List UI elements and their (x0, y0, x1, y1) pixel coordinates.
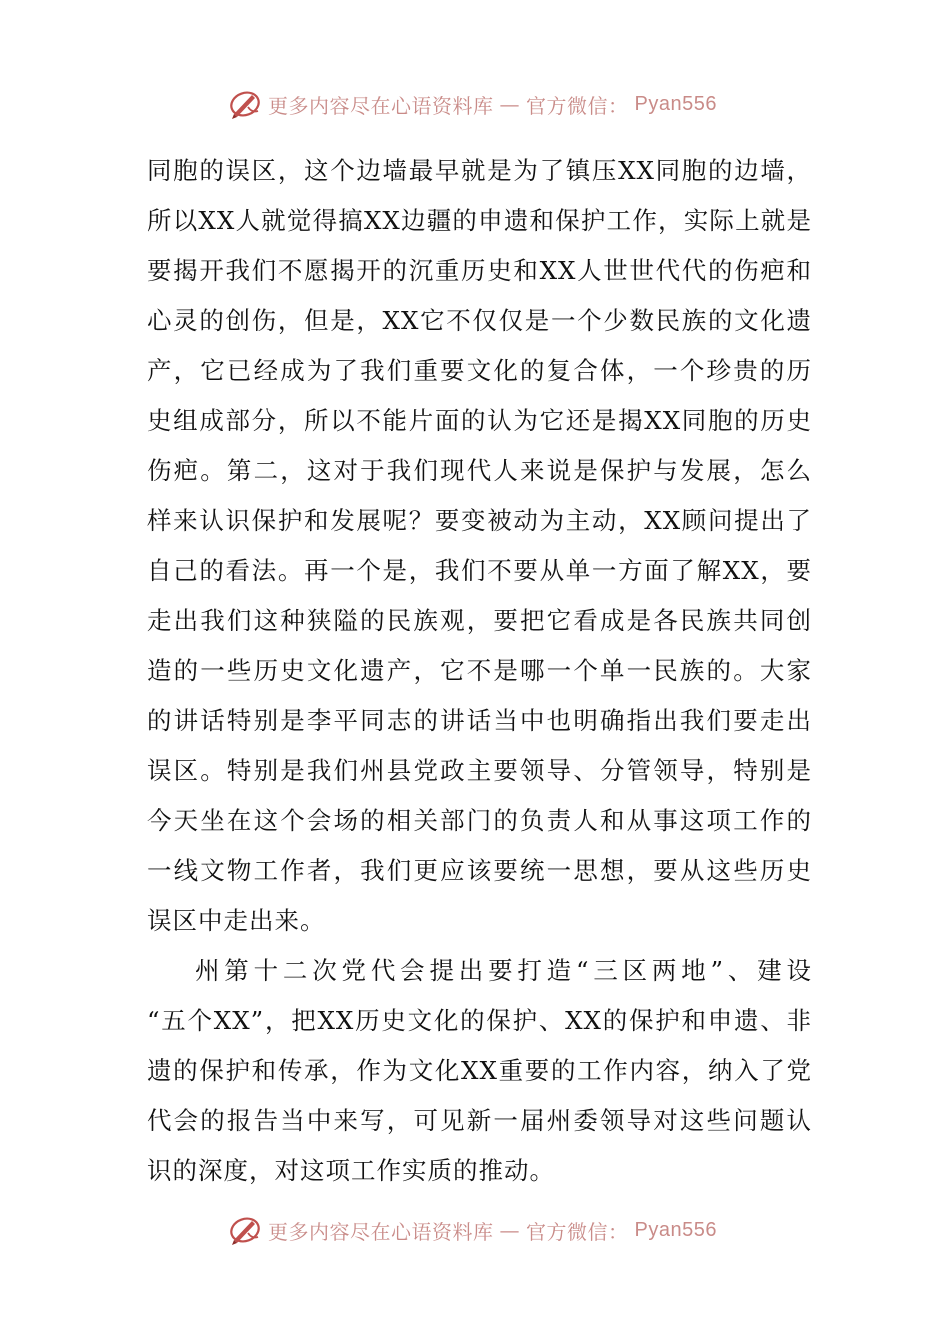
text-line: 误区中走出来。 (147, 906, 326, 935)
text-line: 产，它已经成为了我们重要文化的复合体，一个珍贵的历 (147, 356, 812, 385)
text-line: 造的一些历史文化遗产，它不是哪一个单一民族的。大家 (147, 656, 812, 685)
paragraph-1 (147, 146, 812, 946)
text-line: 走出我们这种狭隘的民族观，要把它看成是各民族共同创 (147, 606, 812, 635)
text-line: 样来认识保护和发展呢？要变被动为主动，XX顾问提出了 (147, 506, 812, 535)
text-line: 识的深度，对这项工作实质的推动。 (147, 1156, 555, 1185)
paragraph-2 (147, 946, 812, 1196)
banner-wechat-id: Pyan556 (634, 1218, 717, 1241)
banner-wechat-label: 官方微信： (526, 1219, 629, 1244)
banner-wechat-label: 官方微信： (526, 93, 629, 118)
header-banner (228, 84, 748, 124)
text-line: 伤疤。第二，这对于我们现代人来说是保护与发展，怎么 (147, 456, 812, 485)
text-line: 要揭开我们不愿揭开的沉重历史和XX人世世代代的伤疤和 (147, 256, 812, 285)
banner-main-text: 更多内容尽在心语资料库 (268, 1219, 494, 1244)
text-line: 同胞的误区，这个边墙最早就是为了镇压XX同胞的边墙， (147, 156, 812, 185)
text-line: 代会的报告当中来写，可见新一届州委领导对这些问题认 (147, 1106, 812, 1135)
text-line: 今天坐在这个会场的相关部门的负责人和从事这项工作的 (147, 806, 812, 835)
banner-dash: — (499, 92, 520, 116)
text-line: 的讲话特别是李平同志的讲话当中也明确指出我们要走出 (147, 706, 812, 735)
banner-wechat-id: Pyan556 (634, 92, 717, 115)
banner-main-text: 更多内容尽在心语资料库 (268, 93, 494, 118)
text-line: 州第十二次党代会提出要打造“三区两地”、建设 (195, 956, 812, 985)
pen-swirl-icon (228, 1213, 262, 1247)
text-line: 自己的看法。再一个是，我们不要从单一方面了解XX，要 (147, 556, 812, 585)
text-line: 所以XX人就觉得搞XX边疆的申遗和保护工作，实际上就是 (147, 206, 812, 235)
text-line: 一线文物工作者，我们更应该要统一思想，要从这些历史 (147, 856, 812, 885)
text-line: 心灵的创伤，但是，XX它不仅仅是一个少数民族的文化遗 (147, 306, 812, 335)
pen-swirl-icon (228, 87, 262, 121)
document-body (147, 146, 812, 1196)
text-line: 史组成部分，所以不能片面的认为它还是揭XX同胞的历史 (147, 406, 812, 435)
text-line: 遗的保护和传承，作为文化XX重要的工作内容，纳入了党 (147, 1056, 812, 1085)
footer-banner (228, 1210, 748, 1250)
text-line: “五个XX”，把XX历史文化的保护、XX的保护和申遗、非 (147, 1006, 812, 1035)
banner-dash: — (499, 1218, 520, 1242)
text-line: 误区。特别是我们州县党政主要领导、分管领导，特别是 (147, 756, 812, 785)
